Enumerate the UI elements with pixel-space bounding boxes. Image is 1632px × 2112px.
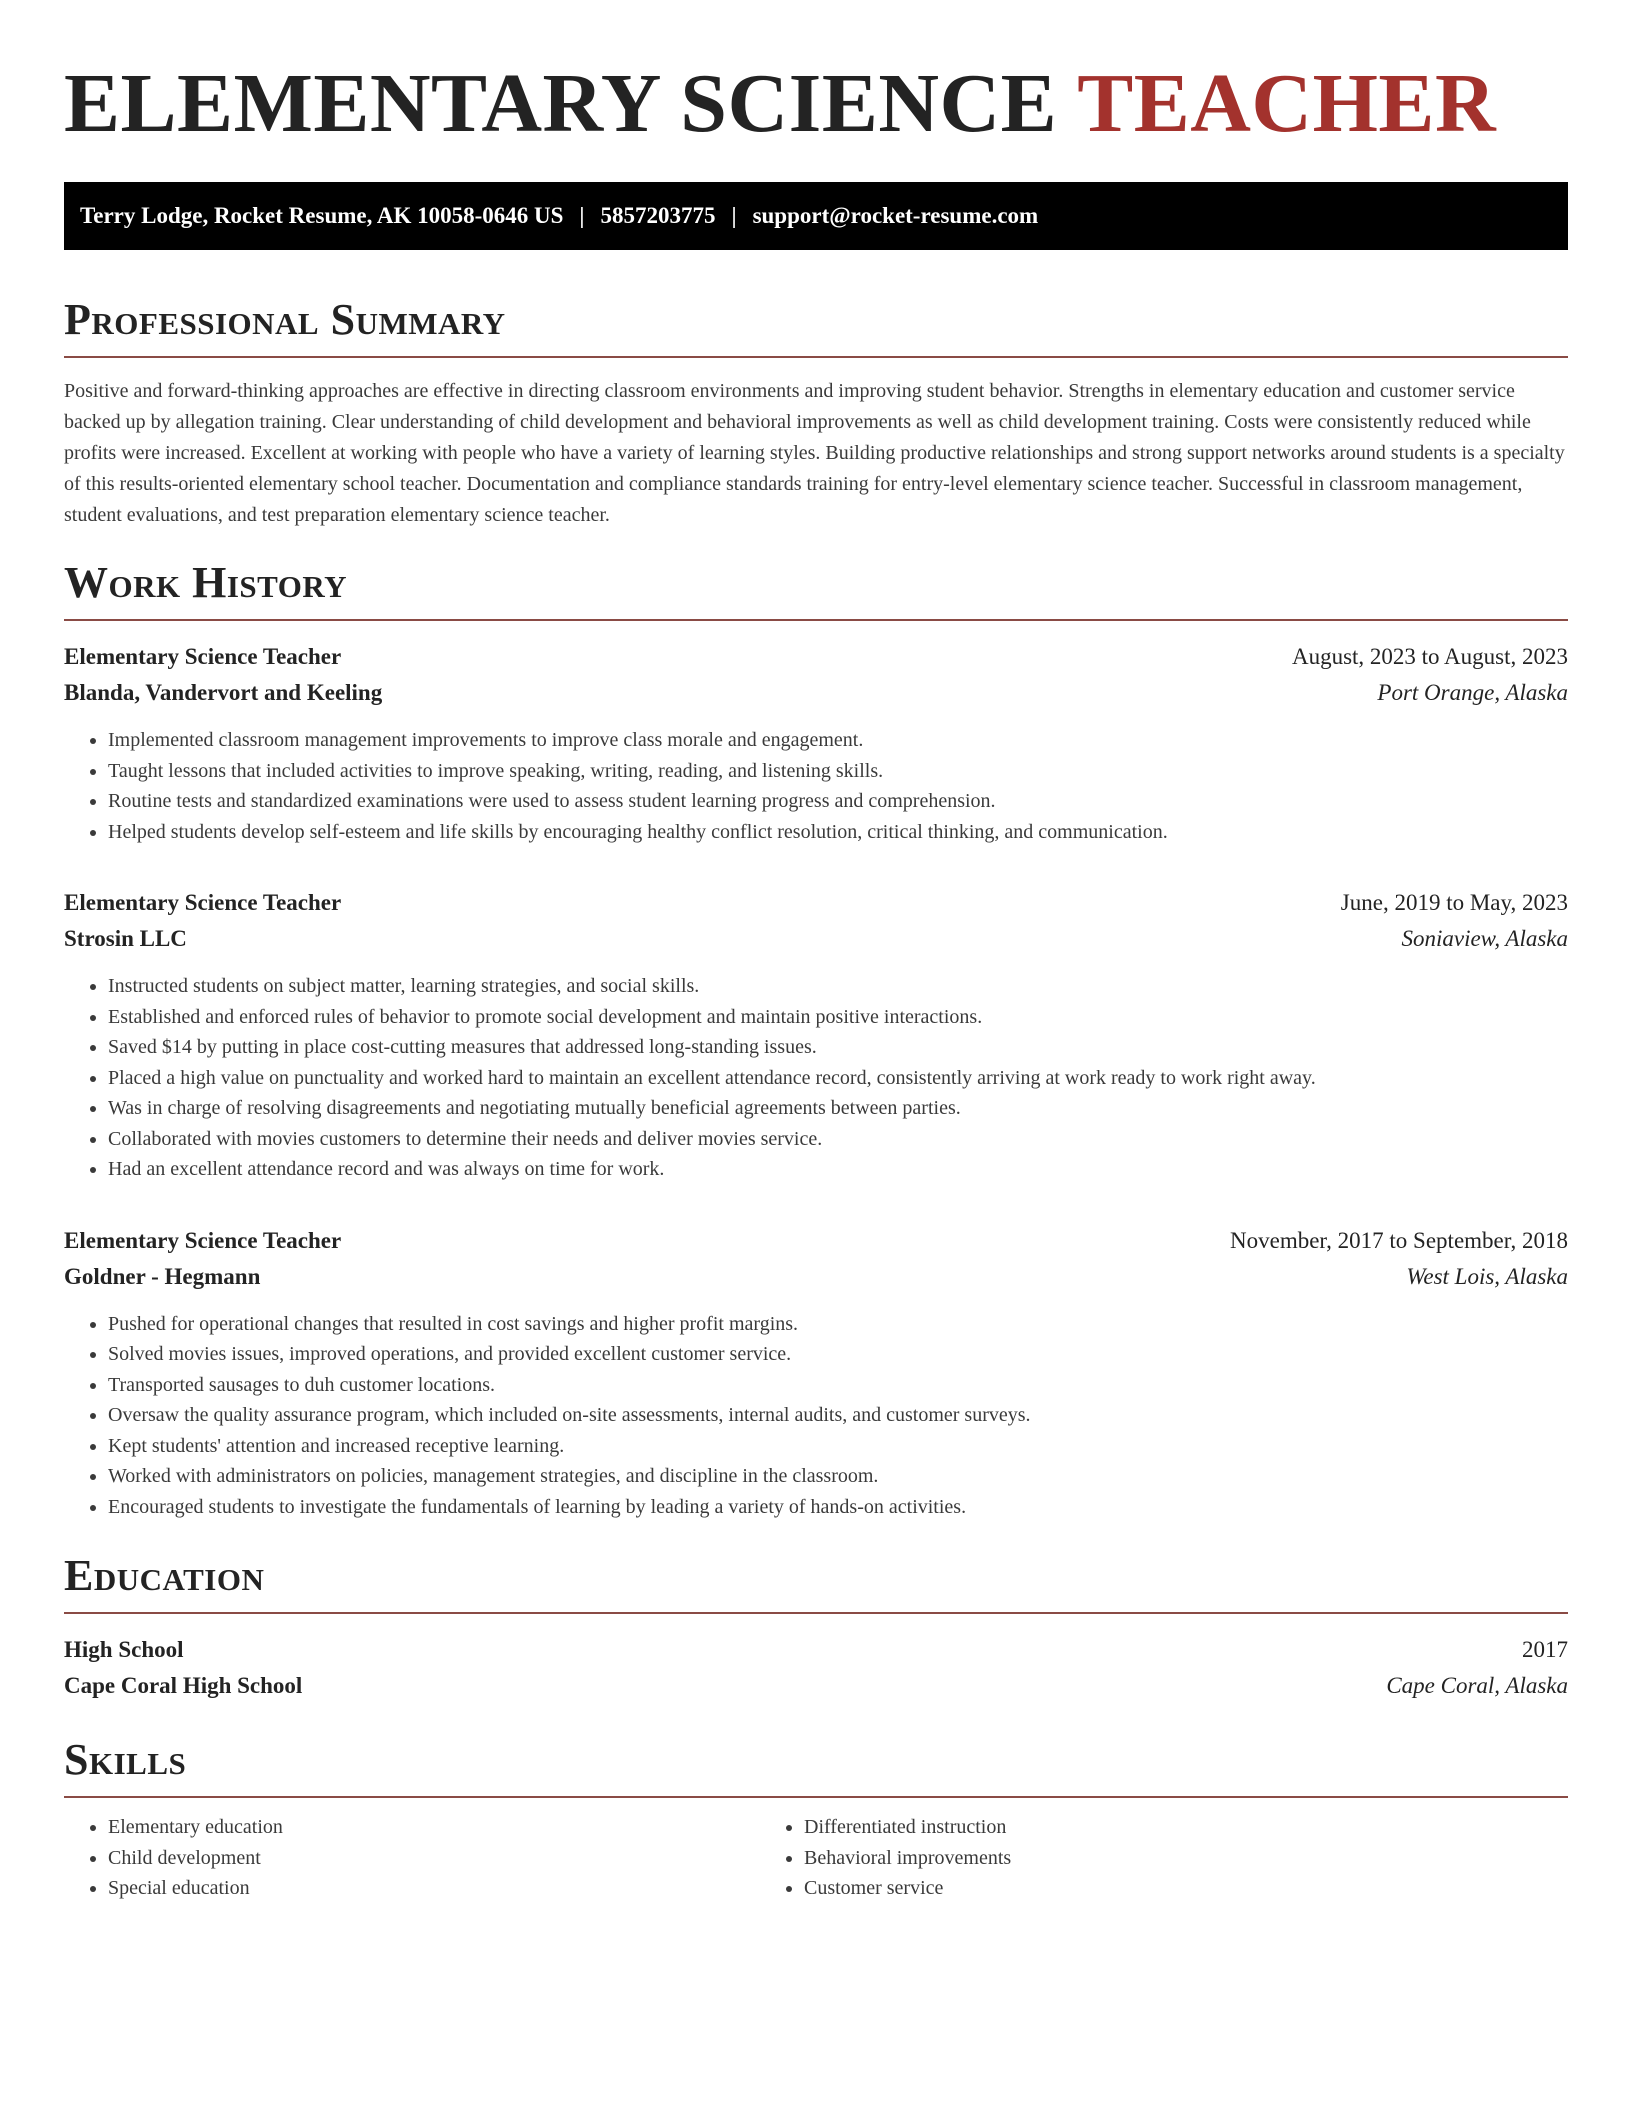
education-entry [64,1632,1568,1704]
job-duties-list [64,971,1568,1185]
job-duty: • Worked with administrators on policies, management strategies, and discipline in the classroom. [108,1461,1568,1492]
contact-phone: 5857203775 [600,203,716,228]
contact-separator: | [731,203,737,228]
job-duty: • Pushed for operational changes that resulted in cost savings and higher profit margins. [108,1309,1568,1340]
section-divider [64,1612,1568,1614]
job-duty: • Solved movies issues, improved operations, and provided excellent customer service. [108,1339,1568,1370]
skills-heading: Skills [64,1735,187,1784]
job-company: Blanda, Vandervort and Keeling [64,680,383,705]
skill-item: • Customer service [804,1873,1460,1904]
skill-item: • Child development [108,1843,760,1874]
contact-email: support@rocket-resume.com [752,203,1039,228]
job-location: West Lois, Alaska [1406,1263,1568,1289]
skill-item: • Behavioral improvements [804,1843,1460,1874]
job-duty: • Established and enforced rules of behavior to promote social development and maintain positive interactions. [108,1002,1568,1033]
resume-name [64,0,1568,150]
job-dates: June, 2019 to May, 2023 [1340,890,1568,915]
skills-list-left [64,1812,760,1904]
section-divider [64,356,1568,358]
job-duties-list [64,1309,1568,1523]
job-location: Soniaview, Alaska [1401,926,1568,951]
job-duty: • Oversaw the quality assurance program, which included on-site assessments, internal audits, and customer surveys. [108,1400,1568,1431]
skill-item: • Elementary education [108,1812,760,1843]
job-dates: August, 2023 to August, 2023 [1291,644,1568,669]
job-entry [64,885,1568,1185]
job-duty: • Encouraged students to investigate the fundamentals of learning by leading a variety of hands-on activities. [108,1492,1568,1523]
job-header-row [64,885,1568,921]
job-header-row [64,639,1568,675]
education-location: Cape Coral, Alaska [1386,1673,1568,1698]
skills-grid [64,1812,1568,1904]
job-duty: • Placed a high value on punctuality and worked hard to maintain an excellent attendance record, consistently arriving at work ready to work right away. [108,1063,1568,1094]
job-duty: • Implemented classroom management improvements to improve class morale and engagement. [108,725,1568,756]
education-school: Cape Coral High School [64,1673,303,1698]
job-duty: • Had an excellent attendance record and was always on time for work. [108,1154,1568,1185]
job-entry [64,639,1568,847]
job-role: Elementary Science Teacher [64,890,342,915]
education-school-row [64,1668,1568,1704]
job-header-row [64,1223,1568,1259]
education-heading: Education [64,1551,265,1600]
skill-item: • Differentiated instruction [804,1812,1460,1843]
job-company: Strosin LLC [64,926,187,951]
job-company: Goldner - Hegmann [64,1263,261,1289]
job-duty: • Transported sausages to duh customer locations. [108,1370,1568,1401]
education-degree-row [64,1632,1568,1668]
contact-bar [64,182,1568,250]
contact-separator: | [579,203,585,228]
job-company-row [64,921,1568,957]
job-duty: • Taught lessons that included activities to improve speaking, writing, reading, and listening skills. [108,756,1568,787]
job-company-row [64,675,1568,711]
job-duty: • Kept students' attention and increased receptive learning. [108,1431,1568,1462]
job-duty: • Helped students develop self-esteem and life skills by encouraging healthy conflict resolution, critical thinking, and communication. [108,817,1568,848]
education-degree: High School [64,1637,184,1662]
contact-address: Terry Lodge, Rocket Resume, AK 10058-0646 US [80,203,564,228]
job-role: Elementary Science Teacher [64,1227,342,1253]
skill-item: • Special education [108,1873,760,1904]
job-duty: • Instructed students on subject matter, learning strategies, and social skills. [108,971,1568,1002]
section-divider [64,619,1568,621]
job-dates: November, 2017 to September, 2018 [1230,1227,1568,1253]
skills-list-right [760,1812,1460,1904]
job-duty: • Saved $14 by putting in place cost-cutting measures that addressed long-standing issues. [108,1032,1568,1063]
job-duty: • Was in charge of resolving disagreements and negotiating mutually beneficial agreements between parties. [108,1093,1568,1124]
job-company-row [64,1259,1568,1295]
education-year: 2017 [1522,1637,1568,1662]
job-location: Port Orange, Alaska [1377,680,1568,705]
name-accent: TEACHER [1077,57,1497,150]
job-entry [64,1223,1568,1523]
section-divider [64,1796,1568,1798]
job-duty: • Routine tests and standardized examinations were used to assess student learning progress and comprehension. [108,786,1568,817]
summary-text: Positive and forward-thinking approaches are effective in directing classroom environments and improving student behavior. Strengths in elementary education and customer service backed up by allegation training. Clear understanding of child development and behavioral improvements as well as child development training. Costs were consistently reduced while profits were increased. Excellent at working with people who have a variety of learning styles. Building productive relationships and strong support networks around students is a specialty of this results-oriented elementary school teacher. Documentation and compliance standards training for entry-level elementary science teacher. Successful in classroom management, student evaluations, and test preparation elementary science teacher. [64,380,1565,526]
work-history-heading: Work History [64,558,348,607]
summary-heading: Professional Summary [64,295,506,344]
name-main: ELEMENTARY SCIENCE [64,57,1058,150]
job-duty: • Collaborated with movies customers to determine their needs and deliver movies service. [108,1124,1568,1155]
job-duties-list [64,725,1568,847]
job-role: Elementary Science Teacher [64,644,342,669]
